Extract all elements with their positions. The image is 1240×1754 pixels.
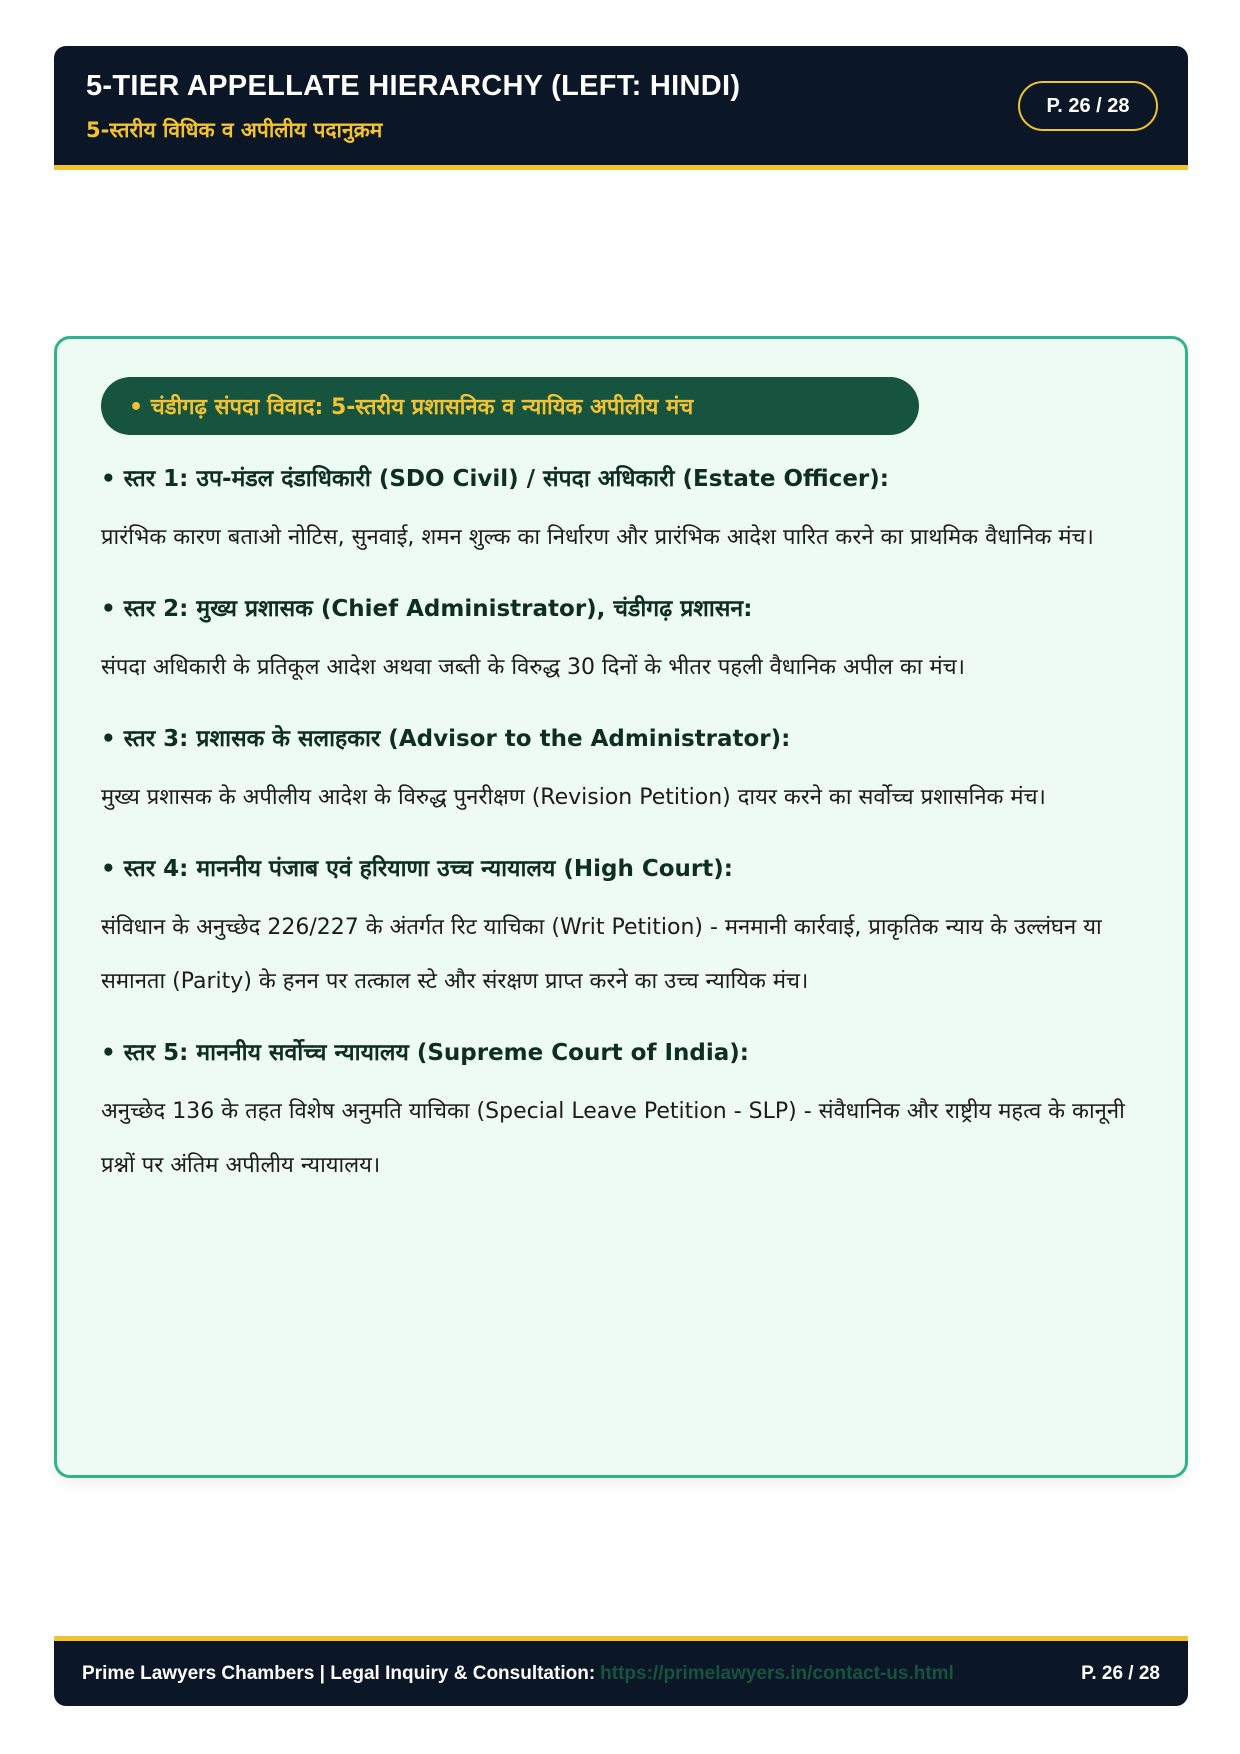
level-description: संविधान के अनुच्छेद 226/227 के अंतर्गत रिट याचिका (Writ Petition) - मनमानी कार्रवाई, प्राकृतिक न्याय के उल्लंघन या समानता (Parity) के हनन पर तत्काल स्टे और संरक्षण प्राप्त करने का उच्च न्यायिक मंच। xyxy=(101,915,1102,994)
page-footer xyxy=(54,1636,1188,1706)
page-number-badge: P. 26 / 28 xyxy=(1018,81,1158,131)
levels-list xyxy=(101,449,1151,1207)
level-item xyxy=(101,579,1151,695)
contact-link[interactable]: https://primelawyers.in/contact-us.html xyxy=(600,1662,954,1684)
hierarchy-card xyxy=(54,336,1188,1478)
footer-page-number: P. 26 / 28 xyxy=(1081,1662,1160,1684)
level-description: मुख्य प्रशासक के अपीलीय आदेश के विरुद्ध पुनरीक्षण (Revision Petition) दायर करने का सर्वोच्च प्रशासनिक मंच। xyxy=(101,785,1046,810)
level-description: प्रारंभिक कारण बताओ नोटिस, सुनवाई, शमन शुल्क का निर्धारण और प्रारंभिक आदेश पारित करने का प्राथमिक वैधानिक मंच। xyxy=(101,525,1094,550)
page-subtitle: 5-स्तरीय विधिक व अपीलीय पदानुक्रम xyxy=(86,118,383,142)
level-heading: • स्तर 4: माननीय पंजाब एवं हरियाणा उच्च न्यायालय (High Court): xyxy=(101,856,733,882)
level-heading: • स्तर 3: प्रशासक के सलाहकार (Advisor to the Administrator): xyxy=(101,726,791,752)
level-description: संपदा अधिकारी के प्रतिकूल आदेश अथवा जब्ती के विरुद्ध 30 दिनों के भीतर पहली वैधानिक अपील का मंच। xyxy=(101,655,965,680)
level-heading: • स्तर 1: उप-मंडल दंडाधिकारी (SDO Civil) / संपदा अधिकारी (Estate Officer): xyxy=(101,466,889,492)
level-heading: • स्तर 2: मुख्य प्रशासक (Chief Administrator), चंडीगढ़ प्रशासन: xyxy=(101,596,753,622)
level-item xyxy=(101,1023,1151,1193)
level-description: अनुच्छेद 136 के तहत विशेष अनुमति याचिका (Special Leave Petition - SLP) - संवैधानिक और राष्ट्रीय महत्व के कानूनी प्रश्नों पर अंतिम अपीलीय न्यायालय। xyxy=(101,1099,1125,1178)
page-title: 5-TIER APPELLATE HIERARCHY (LEFT: HINDI) xyxy=(86,70,741,102)
level-item xyxy=(101,839,1151,1009)
section-title: • चंडीगढ़ संपदा विवाद: 5-स्तरीय प्रशासनिक व न्यायिक अपीलीय मंच xyxy=(101,377,919,435)
footer-text: Prime Lawyers Chambers | Legal Inquiry & Consultation: xyxy=(82,1662,596,1684)
level-item xyxy=(101,449,1151,565)
page-header xyxy=(54,46,1188,170)
level-heading: • स्तर 5: माननीय सर्वोच्च न्यायालय (Supreme Court of India): xyxy=(101,1040,749,1066)
level-item xyxy=(101,709,1151,825)
